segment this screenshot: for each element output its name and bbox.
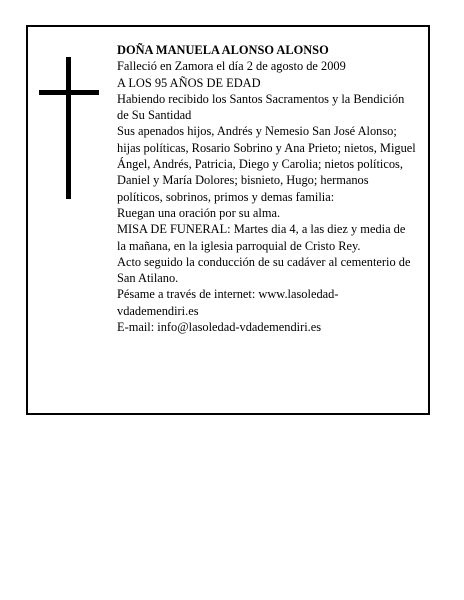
sacraments-statement: Habiendo recibido los Santos Sacramentos y la Bendición de Su Santidad bbox=[117, 91, 405, 123]
obituary-notice bbox=[26, 25, 430, 415]
family-statement: Sus apenados hijos, Andrés y Nemesio San José Alonso; hijas políticas, Rosario Sobrino y Ana Prieto; nietos, Miguel Ángel, Andrés, Patricia, Diego y Carolia; nietos políticos, Daniel y María Dolores; bisnieto, Hugo; hermanos políticos, sobrinos, primos y demas familia: bbox=[117, 124, 416, 204]
cross-vertical-bar bbox=[66, 57, 71, 199]
cemetery-details: Acto seguido la conducción de su cadáver al cementerio de San Atilano. bbox=[117, 254, 411, 286]
age-statement: A LOS 95 AÑOS DE EDAD bbox=[117, 75, 261, 90]
contact-email: E-mail: info@lasoledad-vdademendiri.es bbox=[117, 320, 322, 335]
notice-text bbox=[117, 42, 417, 335]
death-statement: Falleció en Zamora el día 2 de agosto de 2009 bbox=[117, 59, 346, 74]
cross-icon bbox=[39, 57, 99, 199]
cross-horizontal-bar bbox=[39, 90, 99, 95]
funeral-mass-details: MISA DE FUNERAL: Martes dia 4, a las diez y media de la mañana, en la iglesia parroquial de Cristo Rey. bbox=[117, 222, 406, 253]
online-condolences: Pésame a través de internet: www.lasoledad-vdademendiri.es bbox=[117, 287, 339, 318]
deceased-name: DOÑA MANUELA ALONSO ALONSO bbox=[117, 43, 329, 57]
prayer-request: Ruegan una oración por su alma. bbox=[117, 205, 281, 220]
